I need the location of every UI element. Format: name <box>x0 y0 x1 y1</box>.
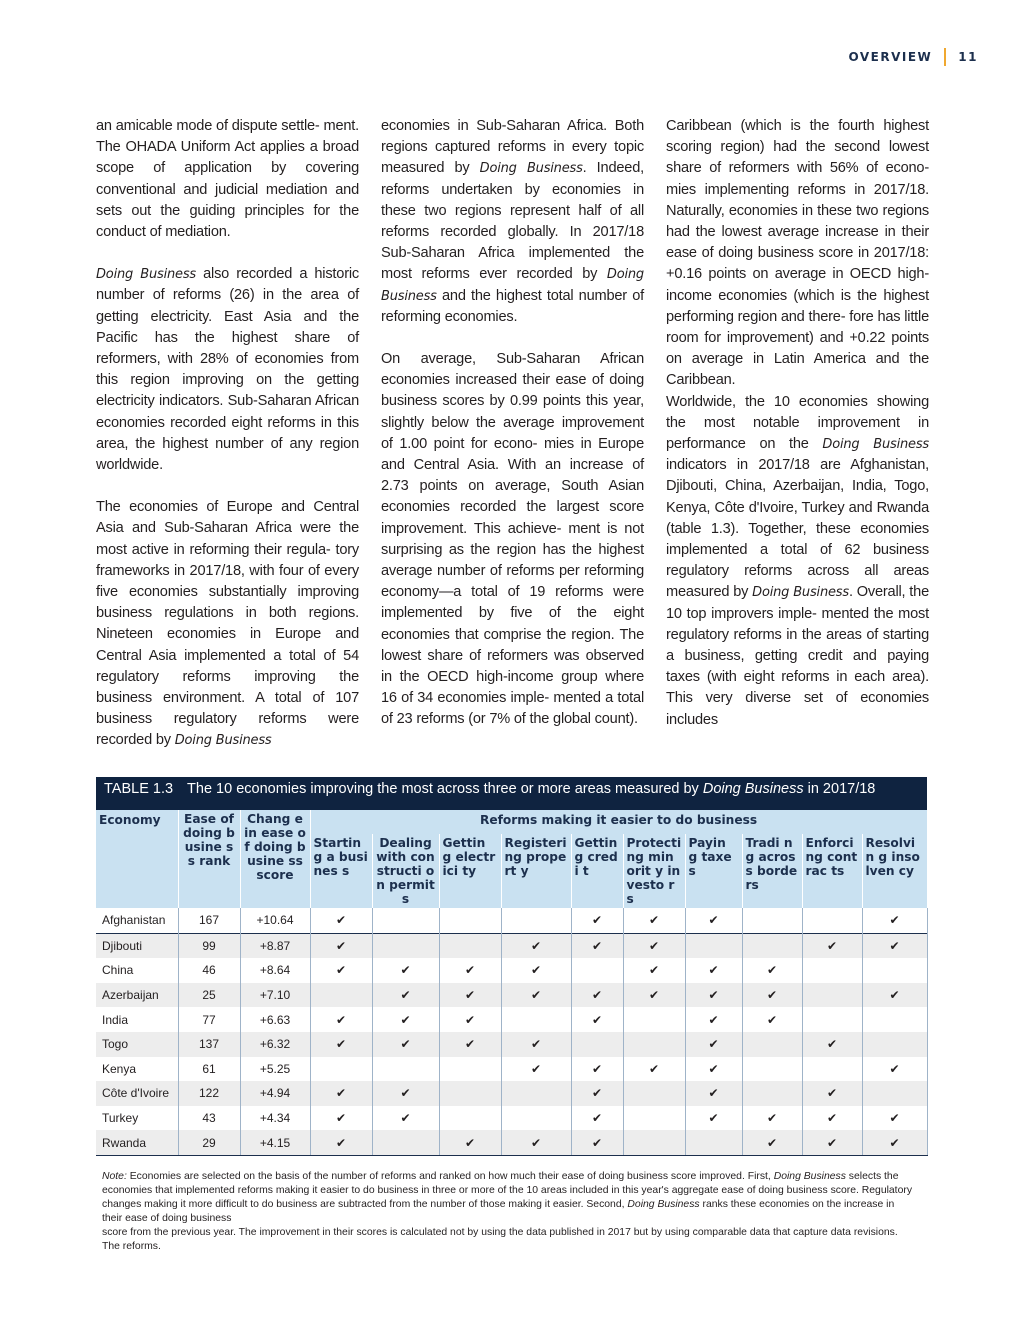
paragraph-text: The economies of Europe and Central Asia and Sub-Saharan Africa were the most active in reforming their regula- tory frameworks in 2017/18, with four of every five economies substantially improving business regulations in both regions. Nineteen economies in Europe and Central Asia implemented a total of 54 regulatory reforms improving the business environment. A total of 107 business regulatory reforms were recorded by <box>96 499 359 749</box>
empty-cell <box>802 983 862 1008</box>
paragraph: Caribbean (which is the fourth highest scoring region) had the second lowest share of reformers with 56% of econo- mies implementing reforms in 2017/18. Naturally, economies in these two regions had the lowest average increase in their ease of doing business score in 2017/18: +0.16 points on average in OECD high- income economies (which is the highest performing region and there- fore has little room for improvement) and +0.22 points on average in Latin America and the Caribbean. <box>666 118 929 389</box>
empty-cell <box>501 908 571 933</box>
checkmark-icon: ✔ <box>802 1106 862 1131</box>
checkmark-icon: ✔ <box>685 983 742 1008</box>
economy-cell: Togo <box>96 1032 178 1057</box>
checkmark-icon: ✔ <box>310 1007 372 1032</box>
paragraph-text: also recorded a historic number of reforms (26) in the area of getting electricity. East Asia and the Pacific has the highest share of reformers, with 28% of economies from this region improving on the getting electricity indicators. Sub-Saharan African economies recorded eight reforms in this area, the highest number of any region worldwide. <box>96 266 359 474</box>
italic-term: Doing Business <box>479 161 583 177</box>
note-label: Note: <box>102 1171 127 1182</box>
header-area: Enforci ng contrac ts <box>802 834 862 908</box>
empty-cell <box>742 908 802 933</box>
header-area: Tradi ng across borde rs <box>742 834 802 908</box>
table-label: TABLE 1.3 <box>104 781 174 797</box>
empty-cell <box>439 908 501 933</box>
header-area: Registeri ng propert y <box>501 834 571 908</box>
economy-cell: Afghanistan <box>96 908 178 933</box>
checkmark-icon: ✔ <box>310 908 372 933</box>
empty-cell <box>742 933 802 958</box>
empty-cell <box>742 1032 802 1057</box>
empty-cell <box>862 1032 927 1057</box>
economy-cell: Azerbaijan <box>96 983 178 1008</box>
rank-cell: 122 <box>178 1081 240 1106</box>
italic-term: Doing Business <box>773 1171 846 1182</box>
score-change-cell: +4.15 <box>240 1130 310 1155</box>
paragraph-text: and the highest total number of reforming economies. <box>381 287 644 325</box>
empty-cell <box>685 1130 742 1155</box>
paragraph-text: . Overall, the 10 top improvers imple- mented the most regulatory reforms in the areas of starting a business, getting credit and paying taxes (with eight reforms in each area). This very diverse set of economies includes <box>666 584 929 728</box>
checkmark-icon: ✔ <box>742 1007 802 1032</box>
economy-cell: Turkey <box>96 1106 178 1131</box>
checkmark-icon: ✔ <box>862 1057 927 1082</box>
empty-cell <box>742 1057 802 1082</box>
empty-cell <box>623 1106 685 1131</box>
economy-cell: China <box>96 958 178 983</box>
checkmark-icon: ✔ <box>310 1106 372 1131</box>
paragraph: On average, Sub-Saharan African economies increased their ease of doing business scores by 0.99 points this year, slightly below the average improvement of 1.00 point for econo- mies in Europe and Central Asia. With an increase of 2.73 points on average, South Asian economies recorded the largest score improvement. This achieve- ment is not surprising as the region has the highest average number of reforms per reforming economy—a total of 19 reforms were implemented by five of the eight economies that comprise the region. The lowest share of reformers was observed in the OECD high-income group where 16 of 34 economies imple- mented a total of 23 reforms (or 7% of the global count). <box>381 351 644 728</box>
header-area: Protecti ng minorit y investo rs <box>623 834 685 908</box>
empty-cell <box>742 1081 802 1106</box>
checkmark-icon: ✔ <box>742 983 802 1008</box>
table-row <box>96 1130 927 1155</box>
table-title: The 10 economies improving the most across three or more areas measured by <box>187 781 703 797</box>
checkmark-icon: ✔ <box>372 1106 439 1131</box>
checkmark-icon: ✔ <box>862 983 927 1008</box>
checkmark-icon: ✔ <box>862 1130 927 1155</box>
checkmark-icon: ✔ <box>571 1106 623 1131</box>
checkmark-icon: ✔ <box>685 958 742 983</box>
checkmark-icon: ✔ <box>501 1032 571 1057</box>
italic-term: Doing Business <box>702 781 804 797</box>
checkmark-icon: ✔ <box>742 1130 802 1155</box>
checkmark-icon: ✔ <box>372 983 439 1008</box>
checkmark-icon: ✔ <box>439 958 501 983</box>
score-change-cell: +6.63 <box>240 1007 310 1032</box>
economy-cell: Djibouti <box>96 933 178 958</box>
checkmark-icon: ✔ <box>802 1032 862 1057</box>
paragraph: an amicable mode of dispute settle- ment. The OHADA Uniform Act applies a broad scope of application by covering conventional and judicial mediation and sets out the guiding principles for the conduct of mediation. <box>96 118 359 241</box>
checkmark-icon: ✔ <box>862 1106 927 1131</box>
section-title: OVERVIEW <box>848 50 933 64</box>
table-row <box>96 1057 927 1082</box>
paragraph-text: . Indeed, reforms undertaken by economies in these two regions represent half of all reforms recorded globally. In 2017/18 Sub-Saharan Africa implemented the most reforms ever recorded by <box>381 160 644 283</box>
checkmark-icon: ✔ <box>685 1032 742 1057</box>
table-title: in 2017/18 <box>803 781 876 797</box>
checkmark-icon: ✔ <box>571 1081 623 1106</box>
checkmark-icon: ✔ <box>802 933 862 958</box>
checkmark-icon: ✔ <box>439 1032 501 1057</box>
table-note <box>102 1170 917 1254</box>
paragraph <box>96 264 359 476</box>
empty-cell <box>372 908 439 933</box>
paragraph-text: economies in Sub-Saharan Africa. Both regions captured reforms in every topic measured by <box>381 118 644 177</box>
score-change-cell: +4.34 <box>240 1106 310 1131</box>
table-row <box>96 933 927 958</box>
checkmark-icon: ✔ <box>372 1081 439 1106</box>
checkmark-icon: ✔ <box>501 1057 571 1082</box>
rank-cell: 25 <box>178 983 240 1008</box>
rank-cell: 77 <box>178 1007 240 1032</box>
economy-cell: Kenya <box>96 1057 178 1082</box>
paragraph-text: Worldwide, the 10 economies showing the most notable improvement in performance on the <box>666 393 929 453</box>
table-row <box>96 983 927 1008</box>
empty-cell <box>310 983 372 1008</box>
empty-cell <box>310 1057 372 1082</box>
empty-cell <box>802 1057 862 1082</box>
empty-cell <box>623 1081 685 1106</box>
checkmark-icon: ✔ <box>501 1130 571 1155</box>
checkmark-icon: ✔ <box>571 983 623 1008</box>
table-row <box>96 908 927 933</box>
empty-cell <box>685 933 742 958</box>
checkmark-icon: ✔ <box>439 1130 501 1155</box>
empty-cell <box>501 1007 571 1032</box>
checkmark-icon: ✔ <box>439 983 501 1008</box>
text-column-3 <box>666 116 929 731</box>
checkmark-icon: ✔ <box>685 1007 742 1032</box>
empty-cell <box>439 1057 501 1082</box>
checkmark-icon: ✔ <box>372 958 439 983</box>
checkmark-icon: ✔ <box>310 933 372 958</box>
header-reforms-group: Reforms making it easier to do business <box>310 810 927 834</box>
checkmark-icon: ✔ <box>501 983 571 1008</box>
table-row <box>96 1106 927 1131</box>
checkmark-icon: ✔ <box>742 1106 802 1131</box>
checkmark-icon: ✔ <box>310 1032 372 1057</box>
table-row <box>96 958 927 983</box>
score-change-cell: +8.64 <box>240 958 310 983</box>
score-change-cell: +4.94 <box>240 1081 310 1106</box>
italic-term: Doing Business <box>381 267 644 304</box>
empty-cell <box>501 1081 571 1106</box>
checkmark-icon: ✔ <box>310 958 372 983</box>
header-area: Dealing with constructi on permits <box>372 834 439 908</box>
checkmark-icon: ✔ <box>685 908 742 933</box>
score-change-cell: +10.64 <box>240 908 310 933</box>
rank-cell: 61 <box>178 1057 240 1082</box>
empty-cell <box>802 1007 862 1032</box>
empty-cell <box>501 1106 571 1131</box>
economy-cell: India <box>96 1007 178 1032</box>
italic-term: Doing Business <box>174 733 272 749</box>
paragraph <box>96 497 359 751</box>
table-row <box>96 1081 927 1106</box>
note-text: Economies are selected on the basis of the number of reforms and ranked on how much their ease of doing business score improved. First, <box>126 1171 774 1182</box>
empty-cell <box>623 1032 685 1057</box>
header-area: Starting a busines s <box>310 834 372 908</box>
empty-cell <box>862 958 927 983</box>
score-change-cell: +5.25 <box>240 1057 310 1082</box>
checkmark-icon: ✔ <box>623 908 685 933</box>
rank-cell: 43 <box>178 1106 240 1131</box>
header-rank: Ease of doing busine ss rank <box>178 810 240 908</box>
checkmark-icon: ✔ <box>571 908 623 933</box>
checkmark-icon: ✔ <box>439 1007 501 1032</box>
empty-cell <box>623 1007 685 1032</box>
checkmark-icon: ✔ <box>571 933 623 958</box>
header-area: Resolvin g insolven cy <box>862 834 927 908</box>
score-change-cell: +8.87 <box>240 933 310 958</box>
header-score-change: Chang e in ease of doing busine ss score <box>240 810 310 908</box>
paragraph <box>381 116 644 328</box>
checkmark-icon: ✔ <box>742 958 802 983</box>
rank-cell: 167 <box>178 908 240 933</box>
note-paragraph <box>102 1170 917 1226</box>
score-change-cell: +7.10 <box>240 983 310 1008</box>
running-header <box>849 48 979 66</box>
checkmark-icon: ✔ <box>802 1130 862 1155</box>
paragraph <box>666 392 929 731</box>
checkmark-icon: ✔ <box>623 1057 685 1082</box>
empty-cell <box>439 1081 501 1106</box>
economy-cell: Côte d'Ivoire <box>96 1081 178 1106</box>
checkmark-icon: ✔ <box>862 933 927 958</box>
checkmark-icon: ✔ <box>623 958 685 983</box>
checkmark-icon: ✔ <box>685 1057 742 1082</box>
empty-cell <box>372 1130 439 1155</box>
empty-cell <box>571 958 623 983</box>
empty-cell <box>862 1081 927 1106</box>
page-number: 11 <box>958 50 978 64</box>
italic-term: Doing Business <box>627 1199 700 1210</box>
table-row <box>96 1032 927 1057</box>
table-title-bar <box>96 777 927 810</box>
table-row <box>96 1007 927 1032</box>
checkmark-icon: ✔ <box>372 1007 439 1032</box>
empty-cell <box>862 1007 927 1032</box>
score-change-cell: +6.32 <box>240 1032 310 1057</box>
note-text: selects the economies that implemented reforms making it easier to do business in three or more of the 10 areas included in this year's aggregate ease of doing business score. Regulatory changes making it more difficult to do business are subtracted from the number of those making it easier. Second, <box>102 1171 913 1210</box>
checkmark-icon: ✔ <box>685 1081 742 1106</box>
header-area: Gettin g credi t <box>571 834 623 908</box>
header-economy: Economy <box>96 810 178 908</box>
header-area: Payin g taxe s <box>685 834 742 908</box>
italic-term: Doing Business <box>96 267 196 283</box>
empty-cell <box>802 958 862 983</box>
checkmark-icon: ✔ <box>310 1081 372 1106</box>
empty-cell <box>623 1130 685 1155</box>
checkmark-icon: ✔ <box>862 908 927 933</box>
empty-cell <box>439 1106 501 1131</box>
checkmark-icon: ✔ <box>623 983 685 1008</box>
checkmark-icon: ✔ <box>501 958 571 983</box>
checkmark-icon: ✔ <box>802 1081 862 1106</box>
checkmark-icon: ✔ <box>310 1130 372 1155</box>
checkmark-icon: ✔ <box>501 933 571 958</box>
checkmark-icon: ✔ <box>623 933 685 958</box>
rank-cell: 99 <box>178 933 240 958</box>
economy-cell: Rwanda <box>96 1130 178 1155</box>
empty-cell <box>571 1032 623 1057</box>
italic-term: Doing Business <box>752 585 849 601</box>
note-paragraph: score from the previous year. The improvement in their scores is calculated not by using the data published in 2017 but by using comparable data that capture data revisions. The reforms. <box>102 1227 898 1252</box>
checkmark-icon: ✔ <box>372 1032 439 1057</box>
empty-cell <box>439 933 501 958</box>
rank-cell: 46 <box>178 958 240 983</box>
italic-term: Doing Business <box>822 437 929 453</box>
rank-cell: 29 <box>178 1130 240 1155</box>
rank-cell: 137 <box>178 1032 240 1057</box>
text-column-1 <box>96 116 359 752</box>
checkmark-icon: ✔ <box>571 1130 623 1155</box>
checkmark-icon: ✔ <box>571 1007 623 1032</box>
empty-cell <box>372 1057 439 1082</box>
empty-cell <box>802 908 862 933</box>
header-divider <box>944 48 946 66</box>
text-column-2 <box>381 116 644 731</box>
header-area: Gettin g electrici ty <box>439 834 501 908</box>
reform-table <box>96 810 928 1156</box>
note-text: ranks these economies on the increase in their ease of doing business <box>102 1199 895 1224</box>
empty-cell <box>372 933 439 958</box>
checkmark-icon: ✔ <box>685 1106 742 1131</box>
checkmark-icon: ✔ <box>571 1057 623 1082</box>
paragraph-text: indicators in 2017/18 are Afghanistan, Djibouti, China, Azerbaijan, India, Togo, Kenya, Côte d'Ivoire, Turkey and Rwanda (table 1.3). Together, these economies implemented a total of 62 business regulatory reforms across all areas measured by <box>666 457 929 601</box>
